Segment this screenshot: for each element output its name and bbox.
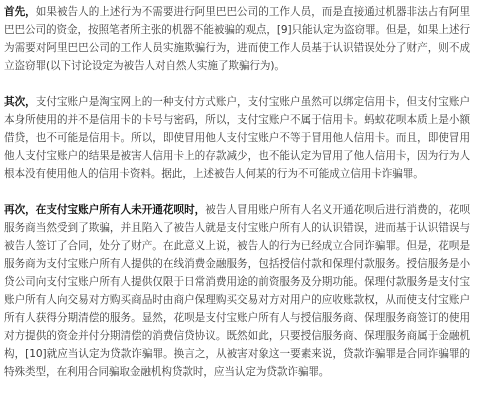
paragraph-lead: 首先， <box>4 6 36 18</box>
paragraph-text: 支付宝账户是淘宝网上的一种支付方式账户，支付宝账户虽然可以绑定信用卡，但支付宝账户本身所使用的并不是信用卡的卡号与密码，所以，支付宝账户不属于信用卡。蚂蚁花呗本质上是小额借贷，也不可能是信用卡。所以，即使冒用他人支付宝账户不等于冒用他人信用卡。而且，即使冒用他人支付宝账户的结果是被害人信用卡上的存款减少，也不能认定为冒用了他人信用卡，因为行为人根本没有使用他人的信用卡资料。据此，上述被告人何某的行为不可能成立信用卡诈骗罪。 <box>4 96 470 180</box>
article-body <box>4 3 470 381</box>
paragraph-lead: 再次，在支付宝账户所有人未开通花呗时， <box>4 204 206 216</box>
paragraph-lead: 其次， <box>4 96 36 108</box>
paragraph-text: 被告人冒用账户所有人名义开通花呗后进行消费的，花呗服务商当然受到了欺骗，并且陷入了被告人就是支付宝账户所有人的认识错误，进而基于认识错误与被告人签订了合同，处分了财产。在此意义上说，被告人的行为已经成立合同诈骗罪。但是，花呗是服务商为支付宝账户所有人提供的在线消费金融服务，包括授信付款和保理付款服务。授信服务是小贷公司向支付宝账户所有人提供仅限于日常消费用途的前资服务及分期功能。保理付款服务是支付宝账户所有人向交易对方购买商品时由商户保理购买交易对方对用户的应收账款权，从而使支付宝账户所有人获得分期清偿的服务。显然，花呗是支付宝账户所有人与授信服务商、保理服务商签订的使用对方提供的资金并付分期清偿的消费信贷协议。既然如此，只要授信服务商、保理服务商属于金融机构，[10]就应当认定为贷款诈骗罪。换言之，从被害对象这一要素来说，贷款诈骗罪是合同诈骗罪的特殊类型，在利用合同骗取金融机构贷款时，应当认定为贷款诈骗罪。 <box>4 204 470 378</box>
paragraph-text: 如果被告人的上述行为不需要进行阿里巴巴公司的工作人员，而是直接通过机器非法占有阿里巴巴公司的资金，按照笔者所主张的机器不能被骗的观点，[9]只能认定为盗窃罪。但是，如果上述行为需要对阿里巴巴公司的工作人员实施欺骗行为，进而使工作人员基于认识错误处分了财产，则不成立盗窃罪(以下讨论设定为被告人对自然人实施了欺骗行为)。 <box>4 6 470 72</box>
paragraph-second <box>4 93 470 183</box>
paragraph-first <box>4 3 470 75</box>
paragraph-third <box>4 201 470 381</box>
